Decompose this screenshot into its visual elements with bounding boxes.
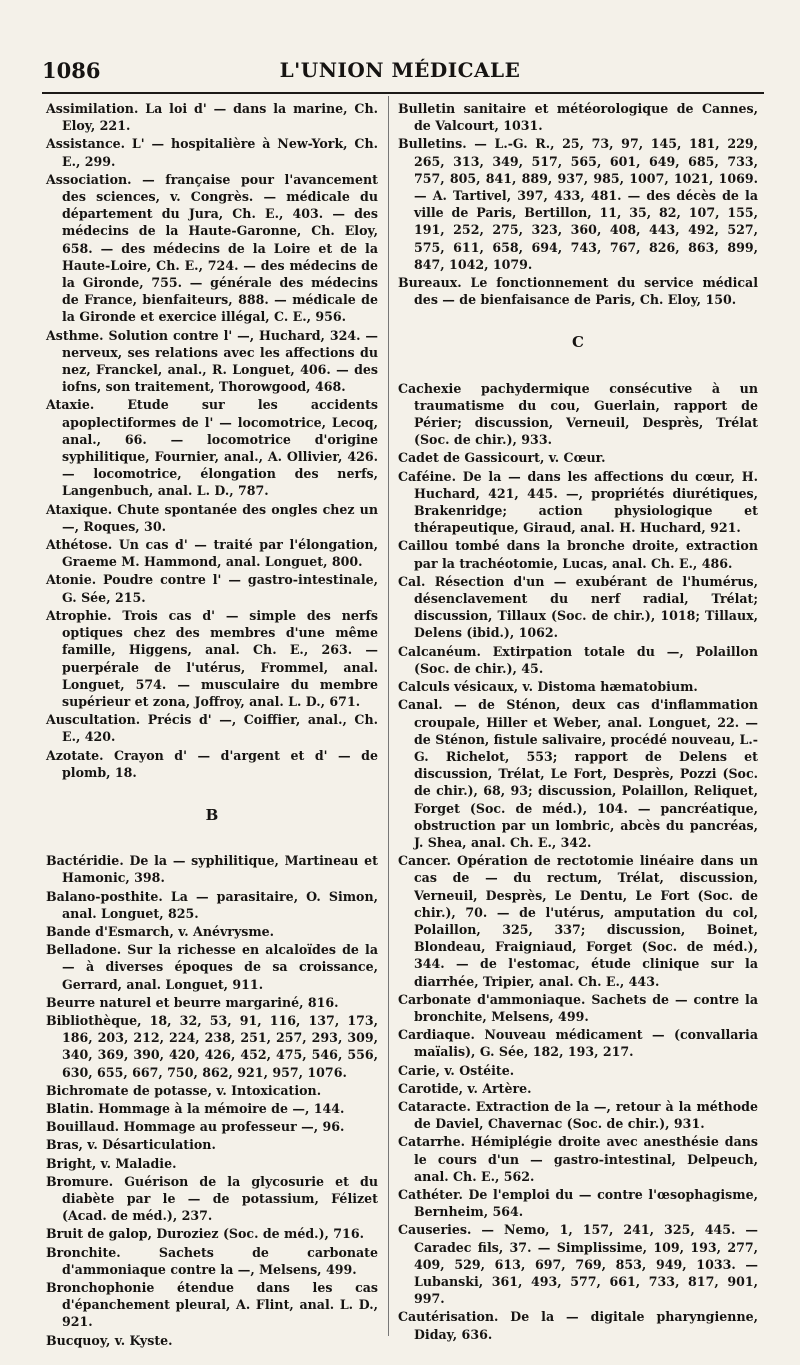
index-entry: Bibliothèque, 18, 32, 53, 91, 116, 137, 173, 186, 203, 212, 224, 238, 251, 257, 293, 309, 340, 369, 390, 420, 426, 452, 475, 546, 556, 630, 655, 667, 750, 862, 921, 957, 1076. (46, 1012, 378, 1080)
entries-c (398, 380, 758, 1343)
index-entry: Bronchophonie étendue dans les cas d'épanchement pleural, A. Flint, anal. L. D., 921. (46, 1280, 378, 1330)
index-entry: Cardiaque. Nouveau médicament — (convallaria maïalis), G. Sée, 182, 193, 217. (398, 1027, 758, 1060)
entries-a (46, 100, 378, 781)
index-entry: Balano-posthite. La — parasitaire, O. Simon, anal. Longuet, 825. (46, 888, 378, 921)
running-title: L'UNION MÉDICALE (279, 58, 521, 82)
index-entry: Bande d'Esmarch, v. Anévrysme. (46, 923, 275, 939)
index-entry: Cachexie pachydermique consécutive à un traumatisme du cou, Guerlain, rapport de Périer; discussion, Verneuil, Desprès, Trélat (Soc. de chir.), 933. (398, 380, 758, 448)
index-entry: Bactéridie. De la — syphilitique, Martineau et Hamonic, 398. (46, 853, 378, 886)
index-entry: Cadet de Gassicourt, v. Cœur. (398, 450, 606, 466)
entries-b (46, 852, 378, 1349)
index-entry: Bromure. Guérison de la glycosurie et du diabète par le — de potassium, Félizet (Acad. de méd.), 237. (46, 1173, 378, 1224)
section-letter-c: C (572, 333, 584, 352)
index-entry: Calculs vésicaux, v. Distoma hæmatobium. (398, 679, 698, 695)
entries-b-continued (398, 100, 758, 308)
page-number: 1086 (42, 58, 101, 83)
section-letter-b: B (205, 805, 219, 824)
index-entry: Bucquoy, v. Kyste. (46, 1332, 173, 1348)
index-entry: Bichromate de potasse, v. Intoxication. (46, 1082, 322, 1098)
index-entry: Carbonate d'ammoniaque. Sachets de — contre la bronchite, Melsens, 499. (398, 991, 758, 1024)
index-entry: Bruit de galop, Duroziez (Soc. de méd.), 716. (46, 1226, 364, 1242)
page-header (42, 54, 758, 90)
index-entry: Cautérisation. De la — digitale pharyngienne, Diday, 636. (398, 1309, 758, 1342)
index-entry: Caféine. De la — dans les affections du cœur, H. Huchard, 421, 445. —, propriétés diurétiques, Brakenridge; action physiologique et thérapeutique, Giraud, anal. H. Huchard, 921. (398, 468, 758, 536)
index-entry: Ataxie. Etude sur les accidents apoplectiformes de l' — locomotrice, Lecoq, anal., 66. — locomotrice d'origine syphilitique, Fournier, anal., A. Ollivier, 426. — locomotrice, élongation des nerfs, Langenbuch, anal. L. D., 787. (46, 397, 378, 499)
index-entry: Azotate. Crayon d' — d'argent et d' — de plomb, 18. (46, 747, 378, 780)
index-entry: Asthme. Solution contre l' —, Huchard, 324. — nerveux, ses relations avec les affections du nez, Franckel, anal., R. Longuet, 406. — des iofns, son traitement, Thorowgood, 468. (46, 327, 378, 395)
index-entry: Bras, v. Désarticulation. (46, 1137, 216, 1153)
column-divider (388, 96, 389, 1336)
index-entry: Bulletin sanitaire et météorologique de Cannes, de Valcourt, 1031. (398, 101, 758, 134)
index-entry: Auscultation. Précis d' —, Coiffier, anal., Ch. E., 420. (46, 712, 378, 745)
index-entry: Cal. Résection d'un — exubérant de l'humérus, désenclavement du nerf radial, Trélat; discussion, Tillaux (Soc. de chir.), 1018; Tillaux, Delens (ibid.), 1062. (398, 573, 758, 641)
index-entry: Catarrhe. Hémiplégie droite avec anesthésie dans le cours d'un — gastro-intestinal, Delpeuch, anal. Ch. E., 562. (398, 1134, 758, 1184)
index-entry: Bulletins. — L.-G. R., 25, 73, 97, 145, 181, 229, 265, 313, 349, 517, 565, 601, 649, 685, 733, 757, 805, 841, 889, 937, 985, 1007, 1021, 1069. — A. Tartivel, 397, 433, 481. — des décès de la ville de Paris, Bertillon, 11, 35, 82, 107, 155, 191, 252, 275, 323, 360, 408, 443, 492, 527, 575, 611, 658, 694, 743, 767, 826, 863, 899, 847, 1042, 1079. (398, 136, 758, 272)
index-entry: Bronchite. Sachets de carbonate d'ammoniaque contre la —, Melsens, 499. (46, 1244, 378, 1277)
index-entry: Association. — française pour l'avancement des sciences, v. Congrès. — médicale du département du Jura, Ch. E., 403. — des médecins de la Haute-Garonne, Ch. Eloy, 658. — des médecins de la Loire et de la Haute-Loire, Ch. E., 724. — des médecins de la Gironde, 755. — générale des médecins de France, bienfaiteurs, 888. — médicale de la Gironde et exercice illégal, C. E., 956. (46, 171, 378, 325)
index-entry: Assistance. L' — hospitalière à New-York, Ch. E., 299. (46, 136, 378, 169)
index-entry: Assimilation. La loi d' — dans la marine, Ch. Eloy, 221. (46, 101, 378, 134)
index-entry: Bouillaud. Hommage au professeur —, 96. (46, 1119, 345, 1135)
index-entry: Caillou tombé dans la bronche droite, extraction par la trachéotomie, Lucas, anal. Ch. E., 486. (398, 538, 758, 571)
index-entry: Cancer. Opération de rectotomie linéaire dans un cas de — du rectum, Trélat, discussion, Verneuil, Desprès, Le Dentu, Le Fort (Soc. de chir.), 70. — de l'utérus, amputation du col, Polaillon, 325, 337; discussion, Boinet, Blondeau, Fraigniaud, Forget (Soc. de méd.), 344. — de l'estomac, étude clinique sur la diarrhée, Tripier, anal. Ch. E., 443. (398, 853, 758, 989)
index-entry: Athétose. Un cas d' — traité par l'élongation, Graeme M. Hammond, anal. Longuet, 800. (46, 537, 378, 570)
index-entry: Causeries. — Nemo, 1, 157, 241, 325, 445. — Caradec fils, 37. — Simplissime, 109, 193, 277, 409, 529, 613, 697, 769, 853, 949, 1033. — Lubanski, 361, 493, 577, 661, 733, 817, 901, 997. (398, 1222, 758, 1307)
right-column (398, 100, 758, 1340)
index-entry: Belladone. Sur la richesse en alcaloïdes de la — à diverses époques de sa croissance, Gerrard, anal. Longuet, 911. (46, 942, 378, 992)
index-entry: Cathéter. De l'emploi du — contre l'œsophagisme, Bernheim, 564. (398, 1186, 758, 1220)
index-entry: Atonie. Poudre contre l' — gastro-intestinale, G. Sée, 215. (46, 572, 378, 605)
index-entry: Atrophie. Trois cas d' — simple des nerfs optiques chez des membres d'une même famille, Higgens, anal. Ch. E., 263. — puerpérale de l'utérus, Frommel, anal. Longuet, 574. — musculaire du membre supérieur et zona, Joffroy, anal. L. D., 671. (46, 607, 378, 709)
index-entry: Carie, v. Ostéite. (398, 1062, 515, 1078)
index-entry: Carotide, v. Artère. (398, 1080, 532, 1096)
index-entry: Bright, v. Maladie. (46, 1155, 177, 1171)
index-entry: Blatin. Hommage à la mémoire de —, 144. (46, 1100, 345, 1116)
index-entry: Bureaux. Le fonctionnement du service médical des — de bienfaisance de Paris, Ch. Eloy, 150. (398, 275, 758, 308)
header-rule (42, 92, 764, 94)
index-entry: Ataxique. Chute spontanée des ongles chez un —, Roques, 30. (46, 501, 378, 534)
index-entry: Beurre naturel et beurre margariné, 816. (46, 994, 339, 1010)
index-entry: Cataracte. Extraction de la —, retour à la méthode de Daviel, Chavernac (Soc. de chir.), 931. (398, 1098, 758, 1132)
index-entry: Canal. — de Sténon, deux cas d'inflammation croupale, Hiller et Weber, anal. Longuet, 22. — de Sténon, fistule salivaire, procédé nouveau, L.-G. Richelot, 553; rapport de Delens et discussion, Trélat, Le Fort, Desprès, Pozzi (Soc. de chir.), 68, 93; discussion, Polaillon, Reliquet, Forget (Soc. de méd.), 104. — pancréatique, obstruction par un lombric, abcès du pancréas, J. Shea, anal. Ch. E., 342. (398, 697, 758, 850)
index-entry: Calcanéum. Extirpation totale du —, Polaillon (Soc. de chir.), 45. (398, 643, 758, 676)
left-column (46, 100, 378, 1348)
